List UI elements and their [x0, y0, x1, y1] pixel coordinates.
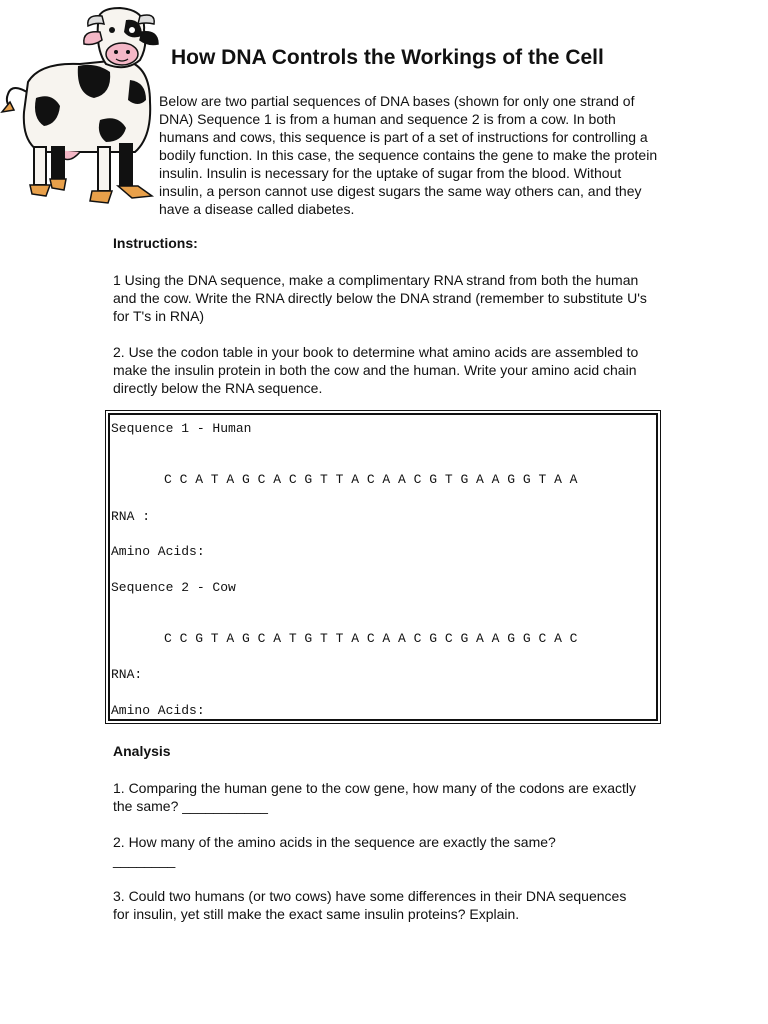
cow-amino-acids-label: Amino Acids: — [111, 703, 205, 718]
cow-illustration — [0, 2, 160, 208]
human-rna-label: RNA : — [111, 509, 151, 524]
analysis-question-3: 3. Could two humans (or two cows) have some differences in their DNA sequences for insulin, yet still make the exact same insulin proteins? Explain. — [113, 888, 627, 922]
sequence-box — [108, 413, 658, 721]
human-amino-acids-label: Amino Acids: — [111, 544, 205, 559]
human-dna-sequence: C C A T A G C A C G T T A C A A C G T G A A G G T A A — [164, 472, 578, 487]
instructions-heading: Instructions: — [113, 235, 198, 251]
analysis-question-1: 1. Comparing the human gene to the cow gene, how many of the codons are exactly the same? ___________ — [113, 780, 636, 814]
cow-rna-label: RNA: — [111, 667, 143, 682]
human-sequence-label: Sequence 1 - Human — [111, 421, 252, 436]
instruction-step-1: 1 Using the DNA sequence, make a complimentary RNA strand from both the human and the cow. Write the RNA directly below the DNA strand (remember to substitute U's for T's in RNA) — [113, 272, 647, 324]
cow-dna-sequence: C C G T A G C A T G T T A C A A C G C G A A G G C A C — [164, 631, 578, 646]
cow-sequence-label: Sequence 2 - Cow — [111, 580, 236, 595]
intro-text — [159, 92, 664, 218]
instruction-step-2: 2. Use the codon table in your book to determine what amino acids are assembled to make the insulin protein in both the cow and the human. Write your amino acid chain directly below the RNA sequence. — [113, 344, 639, 396]
intro-paragraph: Below are two partial sequences of DNA bases (shown for only one strand of DNA) Sequence 1 is from a human and sequence 2 is from a cow. In both humans and cows, this sequence is part of a set of instructions for controlling a bodily function. In this case, the sequence contains the gene to make the protein insulin. Insulin is necessary for the uptake of sugar from the blood. Without insulin, a person cannot use digest sugars the same way others can, and they have a disease called diabetes. — [159, 93, 658, 217]
analysis-heading: Analysis — [113, 743, 171, 759]
page-title: How DNA Controls the Workings of the Cell — [171, 46, 604, 69]
analysis-question-2: 2. How many of the amino acids in the sequence are exactly the same? ________ — [113, 834, 556, 868]
